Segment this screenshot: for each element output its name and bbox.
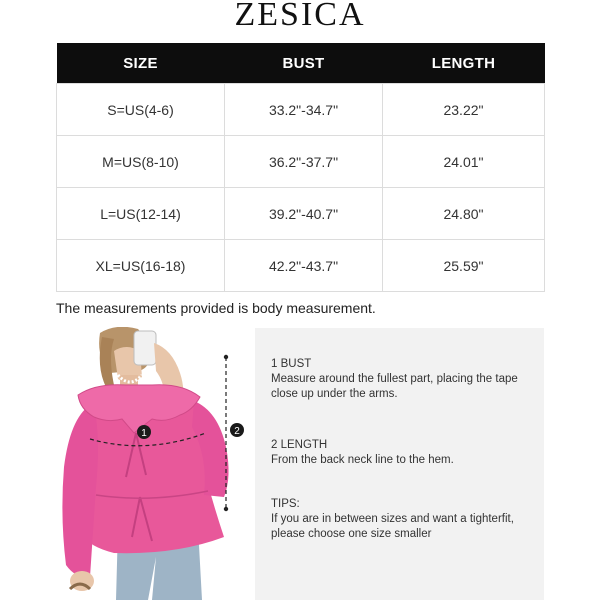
brand-logo: ZESICA <box>234 0 366 33</box>
length-guide-title: 2 LENGTH <box>271 439 328 451</box>
cell-size: XL=US(16-18) <box>57 240 225 292</box>
cell-length: 25.59" <box>383 240 545 292</box>
cell-length: 24.80" <box>383 188 545 240</box>
cell-length: 24.01" <box>383 136 545 188</box>
measurement-note: The measurements provided is body measurement. <box>56 300 376 316</box>
header-bust: BUST <box>225 43 383 84</box>
tips-guide <box>271 497 521 542</box>
header-length: LENGTH <box>383 43 545 84</box>
table-row <box>57 188 545 240</box>
length-guide-text: From the back neck line to the hem. <box>271 454 454 466</box>
length-marker-label: 2 <box>234 426 240 437</box>
header-size: SIZE <box>57 43 225 84</box>
phone-shape <box>134 331 156 365</box>
cell-size: S=US(4-6) <box>57 84 225 136</box>
model-illustration <box>56 327 254 600</box>
tips-text: If you are in between sizes and want a tighterfit, please choose one size smaller <box>271 513 514 540</box>
measurement-guide-panel <box>255 328 544 600</box>
cell-bust: 36.2"-37.7" <box>225 136 383 188</box>
size-chart-table <box>56 43 545 292</box>
tips-title: TIPS: <box>271 498 300 510</box>
cell-bust: 39.2"-40.7" <box>225 188 383 240</box>
length-guide <box>271 438 521 468</box>
table-header-row <box>57 43 545 84</box>
bust-guide-title: 1 BUST <box>271 358 312 370</box>
cell-size: L=US(12-14) <box>57 188 225 240</box>
cell-length: 23.22" <box>383 84 545 136</box>
cell-bust: 33.2"-34.7" <box>225 84 383 136</box>
table-row <box>57 240 545 292</box>
bust-guide-text: Measure around the fullest part, placing the tape close up under the arms. <box>271 373 518 400</box>
bust-guide <box>271 357 521 402</box>
cell-bust: 42.2"-43.7" <box>225 240 383 292</box>
cell-size: M=US(8-10) <box>57 136 225 188</box>
model-photo <box>56 327 254 600</box>
table-row <box>57 136 545 188</box>
bust-marker-label: 1 <box>141 428 147 439</box>
table-row <box>57 84 545 136</box>
